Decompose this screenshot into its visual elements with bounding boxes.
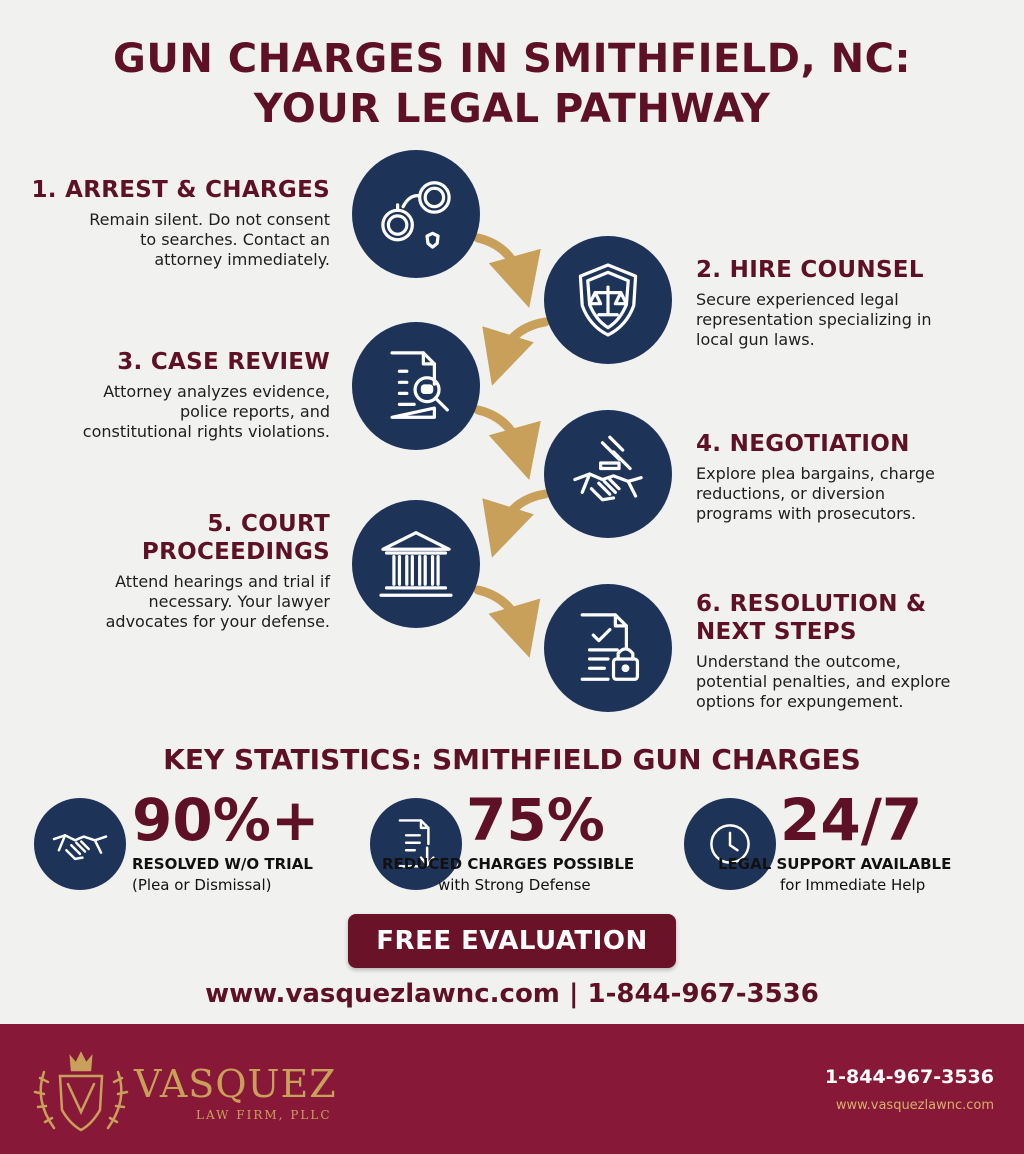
- title-line-2: YOUR LEGAL PATHWAY: [253, 86, 771, 132]
- step-3-heading: 3. CASE REVIEW: [117, 349, 330, 375]
- stat-2-label: REDUCED CHARGES POSSIBLE: [382, 855, 635, 873]
- stat-3-circle: [684, 798, 776, 890]
- footer: [0, 1024, 1024, 1154]
- arrow-4-5: [500, 494, 545, 532]
- title-line-1: GUN CHARGES IN SMITHFIELD, NC:: [113, 36, 911, 82]
- stat-1-label: RESOLVED W/O TRIAL: [132, 855, 313, 873]
- step-5-text: Attend hearings and trial if necessary. Your lawyer advocates for your defense.: [105, 572, 330, 631]
- courthouse-icon: [370, 518, 462, 610]
- step-3-text: Attorney analyzes evidence, police reports, and constitutional rights violations.: [82, 382, 330, 441]
- stat-2-sublabel: with Strong Defense: [438, 876, 591, 894]
- shield-scales-icon: [562, 254, 654, 346]
- stat-1-value: 90%+: [132, 786, 320, 854]
- stat-3-sublabel: for Immediate Help: [780, 876, 926, 894]
- arrow-2-3: [500, 322, 545, 360]
- contact-line[interactable]: www.vasquezlawnc.com | 1-844-967-3536: [205, 979, 819, 1009]
- step-5-circle: [352, 500, 480, 628]
- document-magnifier-icon: [370, 340, 462, 432]
- page-title: [0, 34, 1024, 134]
- stats-title: KEY STATISTICS: SMITHFIELD GUN CHARGES: [163, 743, 861, 776]
- step-1-circle: [352, 150, 480, 278]
- free-evaluation-button[interactable]: FREE EVALUATION: [348, 914, 676, 968]
- arrow-5-6: [478, 590, 522, 632]
- stat-3-label: LEGAL SUPPORT AVAILABLE: [718, 855, 952, 873]
- footer-website-link[interactable]: www.vasquezlawnc.com: [835, 1098, 994, 1113]
- step-1-text: Remain silent. Do not consent to searches. Contact an attorney immediately.: [89, 210, 330, 269]
- step-3-circle: [352, 322, 480, 450]
- step-2-heading: 2. HIRE COUNSEL: [696, 257, 924, 283]
- gavel-handshake-icon: [562, 428, 654, 520]
- stat-2-value: 75%: [466, 786, 605, 854]
- brand-name: VASQUEZ: [134, 1062, 337, 1106]
- step-5-heading: 5. COURT PROCEEDINGS: [141, 511, 330, 565]
- footer-phone[interactable]: 1-844-967-3536: [824, 1066, 994, 1088]
- handshake-icon: [49, 813, 111, 875]
- step-6-text: Understand the outcome, potential penalties, and explore options for expungement.: [696, 652, 951, 711]
- law-firm-crest-icon: [26, 1042, 136, 1144]
- stat-1-circle: [34, 798, 126, 890]
- step-1-heading: 1. ARREST & CHARGES: [31, 177, 330, 203]
- step-4-heading: 4. NEGOTIATION: [696, 431, 910, 457]
- document-lock-icon: [562, 602, 654, 694]
- step-2-text: Secure experienced legal representation specializing in local gun laws.: [696, 290, 932, 349]
- step-4-circle: [544, 410, 672, 538]
- step-2-circle: [544, 236, 672, 364]
- brand-subtitle: LAW FIRM, PLLC: [196, 1108, 332, 1122]
- step-6-circle: [544, 584, 672, 712]
- stat-1-sublabel: (Plea or Dismissal): [132, 876, 272, 894]
- step-6-heading: 6. RESOLUTION & NEXT STEPS: [696, 591, 927, 645]
- stat-3-value: 24/7: [780, 786, 923, 854]
- handcuffs-icon: [370, 168, 462, 260]
- step-4-text: Explore plea bargains, charge reductions, or diversion programs with prosecutors.: [696, 464, 935, 523]
- arrow-1-2: [478, 238, 522, 282]
- arrow-3-4: [478, 410, 522, 454]
